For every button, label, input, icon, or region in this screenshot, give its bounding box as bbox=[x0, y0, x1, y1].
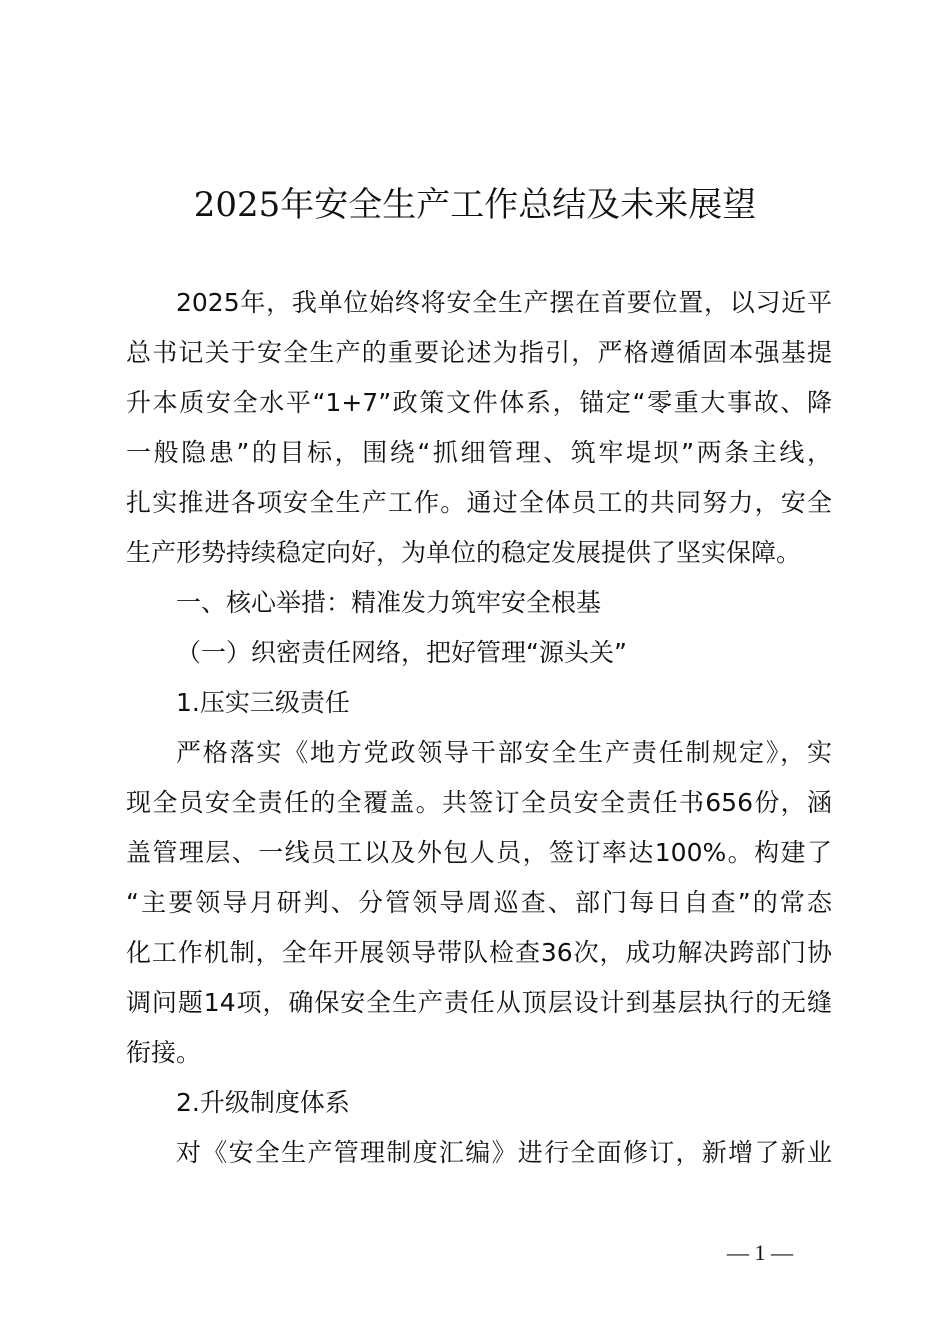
item-heading: 1.压实三级责任 bbox=[176, 688, 350, 717]
text-line: 调问题14项，确保安全生产责任从顶层设计到基层执行的无缝 bbox=[126, 988, 832, 1017]
text-line: 升本质安全水平“1+7”政策文件体系，锚定“零重大事故、降 bbox=[126, 388, 832, 417]
text-line: 严格落实《地方党政领导干部安全生产责任制规定》，实 bbox=[176, 738, 832, 767]
text-line: “主要领导月研判、分管领导周巡查、部门每日自查”的常态 bbox=[126, 888, 832, 917]
document-body bbox=[126, 278, 832, 1178]
text-line: 扎实推进各项安全生产工作。通过全体员工的共同努力，安全 bbox=[126, 488, 832, 517]
text-line: 化工作机制，全年开展领导带队检查36次，成功解决跨部门协 bbox=[126, 938, 832, 967]
text-line: 2025年，我单位始终将安全生产摆在首要位置，以习近平 bbox=[176, 288, 832, 317]
section-heading: 一、核心举措：精准发力筑牢安全根基 bbox=[176, 588, 602, 617]
page-number: — 1 — bbox=[727, 1240, 793, 1265]
text-line: 盖管理层、一线员工以及外包人员，签订率达100%。构建了 bbox=[126, 838, 832, 867]
item-heading: 2.升级制度体系 bbox=[176, 1088, 350, 1117]
text-line: 一般隐患”的目标，围绕“抓细管理、筑牢堤坝”两条主线， bbox=[126, 438, 832, 467]
text-line: 生产形势持续稳定向好，为单位的稳定发展提供了坚实保障。 bbox=[126, 538, 802, 567]
text-line: 对《安全生产管理制度汇编》进行全面修订，新增了新业 bbox=[176, 1138, 832, 1167]
text-line: 衔接。 bbox=[126, 1038, 202, 1067]
subsection-heading: （一）织密责任网络，把好管理“源头关” bbox=[176, 638, 627, 667]
text-line: 总书记关于安全生产的重要论述为指引，严格遵循固本强基提 bbox=[126, 338, 832, 367]
document-title: 2025年安全生产工作总结及未来展望 bbox=[193, 185, 757, 225]
text-line: 现全员安全责任的全覆盖。共签订全员安全责任书656份，涵 bbox=[126, 788, 832, 817]
